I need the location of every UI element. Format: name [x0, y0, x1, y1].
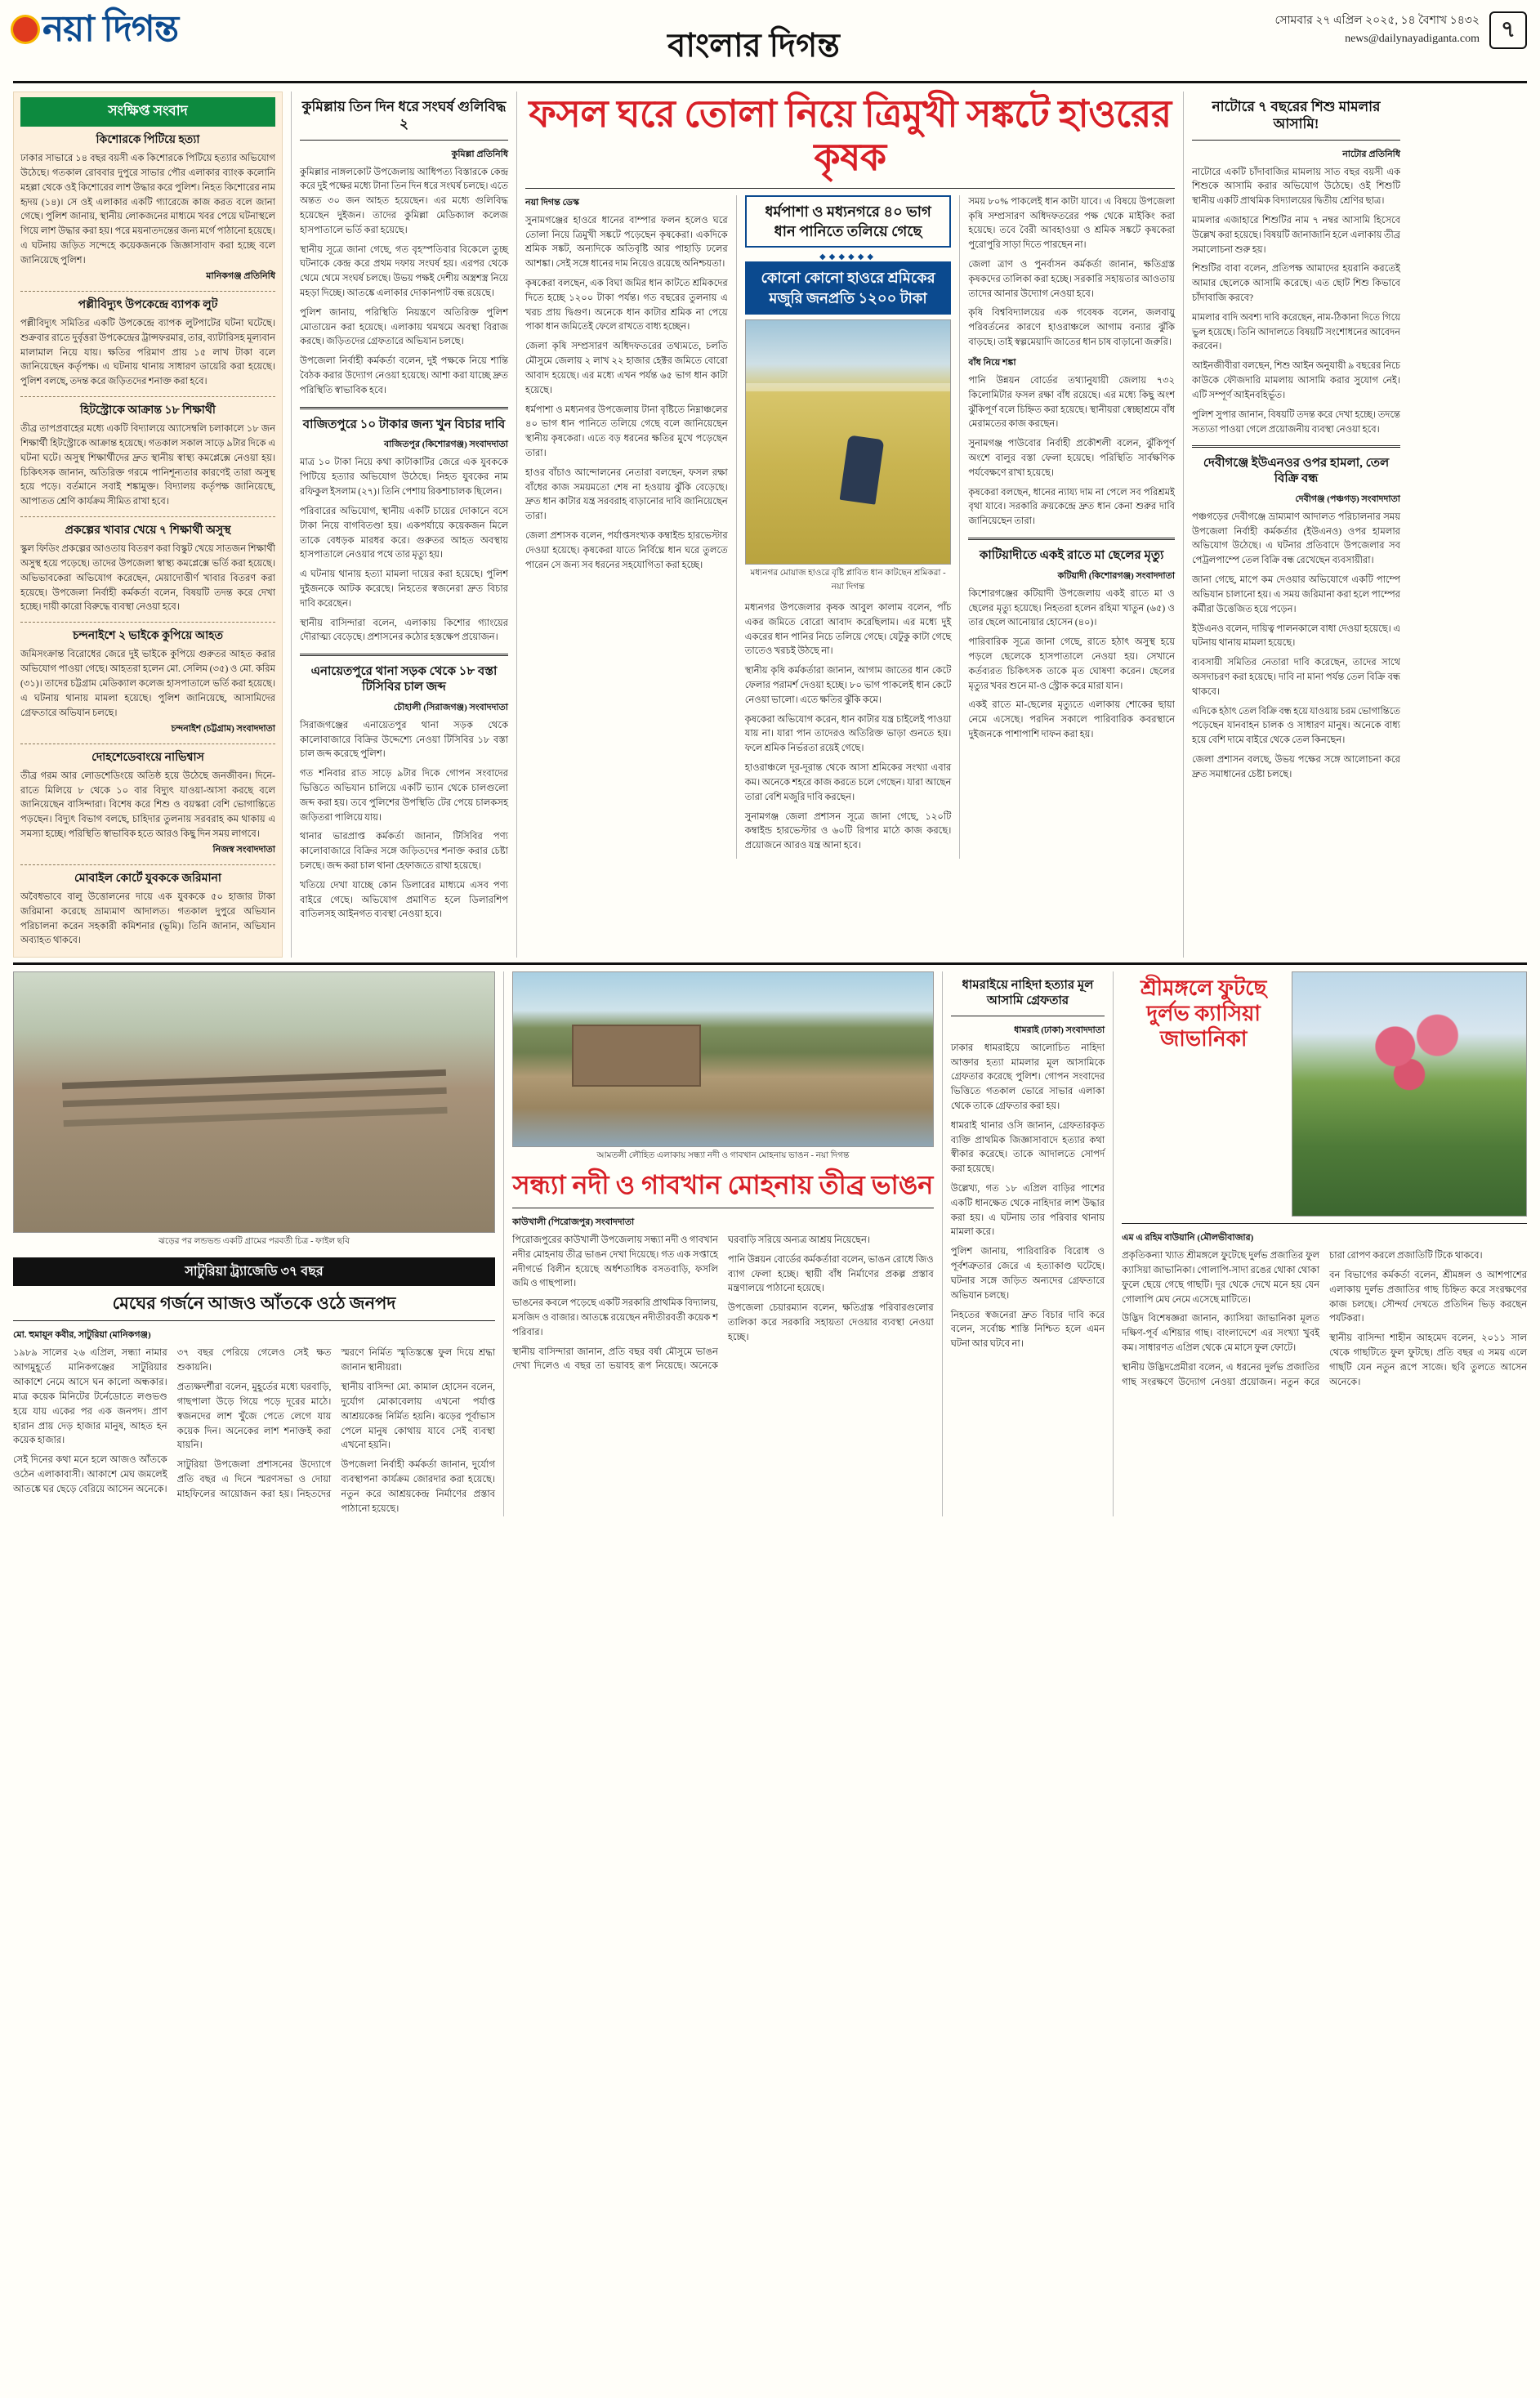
- comilla-headline[interactable]: কুমিল্লায় তিন দিন ধরে সংঘর্ষ গুলিবিদ্ধ ২: [301, 99, 507, 132]
- short-news-headline[interactable]: মোবাইল কোর্টে যুবককে জরিমানা: [74, 872, 221, 885]
- saturia-byline: মো. হুমায়ূন কবীর, সাটুরিয়া (মানিকগঞ্জ): [13, 1330, 151, 1341]
- short-news-headline[interactable]: দোহশেডেবাংয়ে নাভিশ্বাস: [92, 751, 204, 764]
- lead-body-3: সময় ৮০% পাকলেই ধান কাটা যাবে। এ বিষয়ে উপজেলা কৃষি সম্প্রসারণ অধিদফতরের পক্ষ থেকে মাইকিং করা হয়েছে। তবে বৈরী আবহাওয়া ও শ্রমিক সঙ্কটে কৃষকেরা পুরোপুরি সাড়া দিতে পারছেন না। জেলা ত্রাণ ও পুনর্বাসন কর্মকর্তা জানান, ক্ষতিগ্রস্ত কৃষকদের তালিকা করা হচ্ছে। সরকারি সহায়তার আওতায় তাদের আনার উদ্যোগ নেওয়া হবে। কৃষি বিশ্ববিদ্যালয়ের এক গবেষক বলেন, জলবায়ু পরিবর্তনের কারণে হাওরাঞ্চলে আগাম বন্যার ঝুঁকি বাড়ছে। তাই স্বল্পমেয়াদি জাতের ধান চাষ বাড়ানো জরুরি।: [968, 196, 1176, 348]
- debiganj-body: পঞ্চগড়ের দেবীগঞ্জে ভ্রাম্যমাণ আদালত পরিচালনার সময় উপজেলা নির্বাহী কর্মকর্তার (ইউএনও) ওপর হামলার অভিযোগ উঠেছে। এ ঘটনার প্রতিবাদে উপজেলার সব পেট্রলপাম্পে তেল বিক্রি বন্ধ রেখেছেন ব্যবসায়ীরা। জানা গেছে, মাপে কম দেওয়ার অভিযোগে একটি পাম্পে অভিযান চালানো হয়। এ সময় জরিমানা করা হলে পাম্পের কর্মীরা উত্তেজিত হয়ে পড়েন। ইউএনও বলেন, দায়িত্ব পালনকালে বাধা দেওয়া হয়েছে। এ ঘটনায় থানায় মামলা হয়েছে। ব্যবসায়ী সমিতির নেতারা দাবি করেছেন, তাদের সাথে অসদাচরণ করা হয়েছে। দাবি না মানা পর্যন্ত তেল বিক্রি বন্ধ থাকবে। এদিকে হঠাৎ তেল বিক্রি বন্ধ হয়ে যাওয়ায় চরম ভোগান্তিতে পড়েছেন যানবাহন চালক ও সাধারণ মানুষ। অনেকে বাধ্য হয়ে বেশি দামে বাইরে থেকে তেল কিনছেন। জেলা প্রশাসন বলছে, উভয় পক্ষের সঙ্গে আলোচনা করে দ্রুত সমাধানের চেষ্টা চলছে।: [1192, 511, 1400, 779]
- divider: [968, 538, 1175, 540]
- short-news-body: অবৈধভাবে বালু উত্তোলনের দায়ে এক যুবককে ৫০ হাজার টাকা জরিমানা করেছে ভ্রাম্যমাণ আদালত। গতকাল দুপুরে অভিযান পরিচালনা করেন সহকারী কমিশনার (ভূমি)। তিনি জানান, অভিযান অব্যাহত থাকবে।: [20, 891, 275, 946]
- lead-sub-byline: বাঁধ নিয়ে শঙ্কা: [968, 357, 1016, 368]
- saturia-banner: সাটুরিয়া ট্র্যাজেডি ৩৭ বছর: [13, 1257, 495, 1286]
- page-number: ৭: [1489, 11, 1527, 49]
- comilla-byline: কুমিল্লা প্রতিনিধি: [451, 149, 508, 159]
- short-news-headline[interactable]: প্রকল্পের খাবার খেয়ে ৭ শিক্ষার্থী অসুস্থ: [65, 525, 231, 537]
- saturia-body: ১৯৮৯ সালের ২৬ এপ্রিল, সন্ধ্যা নামার আগমুহূর্তে মানিকগঞ্জের সাটুরিয়ার আকাশে নেমে আসে ঘন কালো অন্ধকার। মাত্র কয়েক মিনিটের টর্নেডোতে লণ্ডভণ্ড হয়ে যায় একের পর এক জনপদ। প্রাণ হারান প্রায় দেড় হাজার মানুষ, আহত হন কয়েক হাজার। সেই দিনের কথা মনে হলে আজও আঁতকে ওঠেন এলাকাবাসী। আকাশে মেঘ জমলেই আতঙ্কে ঘর ছেড়ে বেরিয়ে আসেন অনেকে। ৩৭ বছর পেরিয়ে গেলেও সেই ক্ষত শুকায়নি। প্রত্যক্ষদর্শীরা বলেন, মুহূর্তের মধ্যে ঘরবাড়ি, গাছপালা উড়ে গিয়ে পড়ে দূরের মাঠে। স্বজনদের লাশ খুঁজে পেতে লেগে যায় কয়েক দিন। অনেকের লাশ শনাক্তই করা যায়নি। সাটুরিয়া উপজেলা প্রশাসনের উদ্যোগে প্রতি বছর এ দিনে স্মরণসভা ও দোয়া মাহফিলের আয়োজন করা হয়। নিহতদের স্মরণে নির্মিত স্মৃতিস্তম্ভে ফুল দিয়ে শ্রদ্ধা জানান স্থানীয়রা। স্থানীয় বাসিন্দা মো. কামাল হোসেন বলেন, দুর্যোগ মোকাবেলায় এখনো পর্যাপ্ত আশ্রয়কেন্দ্র নির্মিত হয়নি। ঝড়ের পূর্বাভাস পেলে মানুষ কোথায় যাবে সেই ব্যবস্থা এখনো হয়নি। উপজেলা নির্বাহী কর্মকর্তা জানান, দুর্যোগ ব্যবস্থাপনা কার্যক্রম জোরদার করা হয়েছে। নতুন করে আশ্রয়কেন্দ্র নির্মাণের প্রস্তাব পাঠানো হয়েছে।: [13, 1348, 496, 1514]
- lead-photo-caption: মধ্যনগর মোয়াজ হাওরে বৃষ্টি প্লাবিত ধান কাটছেন শ্রমিকরা - নয়া দিগন্ত: [750, 568, 946, 592]
- divider: [20, 516, 275, 517]
- enayetpur-byline: চৌহালী (সিরাজগঞ্জ) সংবাদদাতা: [393, 702, 508, 712]
- lead-body-4: পানি উন্নয়ন বোর্ডের তথ্যানুযায়ী জেলায় ৭৩২ কিলোমিটার ফসল রক্ষা বাঁধ রয়েছে। এর মধ্যে কিছু অংশ ঝুঁকিপূর্ণ বলে চিহ্নিত করা হয়েছে। স্থানীয়রা স্বেচ্ছাশ্রমে বাঁধ মেরামতের কাজ করছেন। সুনামগঞ্জ পাউবোর নির্বাহী প্রকৌশলী বলেন, ঝুঁকিপূর্ণ অংশে বালুর বস্তা ফেলা হয়েছে। পরিস্থিতি সার্বক্ষণিক পর্যবেক্ষণে রাখা হয়েছে। কৃষকেরা বলছেন, ধানের ন্যায্য দাম না পেলে সব পরিশ্রমই বৃথা যাবে। সরকারি ক্রয়কেন্দ্রে দ্রুত ধান কেনা শুরুর দাবি জানিয়েছেন তারা।: [968, 375, 1176, 527]
- short-news-body: জমিসংক্রান্ত বিরোধের জেরে দুই ভাইকে কুপিয়ে গুরুতর আহত করার অভিযোগ পাওয়া গেছে। আহতরা হলেন মো. সেলিম (৩৫) ও মো. করিম (৩১)। তাদের চট্টগ্রাম মেডিক্যাল কলেজ হাসপাতালে ভর্তি করা হয়েছে। এ ঘটনায় থানায় মামলা হয়েছে। পুলিশ জানিয়েছে, আসামিদের গ্রেফতারে অভিযান চলছে।: [20, 650, 275, 718]
- lead-story: [525, 92, 1175, 859]
- dhamrai-headline[interactable]: ধামরাইয়ে নাহিদা হত্যার মূল আসামি গ্রেফতার: [962, 979, 1094, 1007]
- natore-headline[interactable]: নাটোরে ৭ বছরের শিশু মামলার আসামি!: [1212, 99, 1381, 132]
- column-divider: [1113, 971, 1114, 1516]
- short-news-byline: নিজস্ব সংবাদদাতা: [212, 844, 275, 855]
- divider: [1192, 445, 1400, 448]
- natore-byline: নাটোর প্রতিনিধি: [1342, 149, 1400, 159]
- column-divider: [736, 195, 737, 859]
- river-erosion-block: [512, 971, 934, 1374]
- comilla-body: কুমিল্লার নাঙ্গলকোট উপজেলায় আধিপত্য বিস্তারকে কেন্দ্র করে দুই পক্ষের মধ্যে টানা তিন দিন ধরে সংঘর্ষ চলছে। এতে অন্তত ৩০ জন আহত হয়েছেন। এর মধ্যে গুলিবিদ্ধ হয়েছেন দুইজন। তাদের কুমিল্লা মেডিক্যাল কলেজ হাসপাতালে ভর্তি করা হয়েছে। স্থানীয় সূত্রে জানা গেছে, গত বৃহস্পতিবার বিকেলে তুচ্ছ ঘটনাকে কেন্দ্র করে প্রথম দফায় সংঘর্ষ হয়। এরপর থেকে থেমে থেমে সংঘর্ষ চলছে। উভয় পক্ষই দেশীয় অস্ত্রশস্ত্র নিয়ে মহড়া দিচ্ছে। আতঙ্কে এলাকার দোকানপাট বন্ধ রয়েছে। পুলিশ জানায়, পরিস্থিতি নিয়ন্ত্রণে অতিরিক্ত পুলিশ মোতায়েন করা হয়েছে। এলাকায় থমথমে অবস্থা বিরাজ করছে। জড়িতদের গ্রেফতারে অভিযান চলছে। উপজেলা নির্বাহী কর্মকর্তা বলেন, দুই পক্ষকে নিয়ে শান্তি বৈঠক করার উদ্যোগ নেওয়া হয়েছে। আশা করা যাচ্ছে দ্রুত পরিস্থিতি স্বাভাবিক হবে।: [300, 167, 508, 395]
- column-divider: [503, 971, 504, 1516]
- enayetpur-body: সিরাজগঞ্জের এনায়েতপুর থানা সড়ক থেকে কালোবাজারে বিক্রির উদ্দেশ্যে নেওয়া টিসিবির ১৮ বস্তা চাল জব্দ করেছে পুলিশ। গত শনিবার রাত সাড়ে ৯টার দিকে গোপন সংবাদের ভিত্তিতে অভিযান চালিয়ে একটি ভ্যান থেকে চালগুলো জব্দ করা হয়। তবে পুলিশের উপস্থিতি টের পেয়ে চালকসহ জড়িতরা পালিয়ে যায়। থানার ভারপ্রাপ্ত কর্মকর্তা জানান, টিসিবির পণ্য কালোবাজারে বিক্রির সঙ্গে জড়িতদের শনাক্ত করার চেষ্টা চলছে। জব্দ করা চাল থানা হেফাজতে রাখা হয়েছে। খতিয়ে দেখা যাচ্ছে কোন ডিলারের মাধ্যমে এসব পণ্য বাইরে গেছে। অভিযোগ প্রমাণিত হলে ডিলারশিপ বাতিলসহ আইনগত ব্যবস্থা নেওয়া হবে।: [300, 720, 508, 920]
- sun-icon: [13, 17, 38, 42]
- divider: [13, 1320, 495, 1321]
- lead-body: সুনামগঞ্জের হাওরে ধানের বাম্পার ফলন হলেও ঘরে তোলা নিয়ে ত্রিমুখী সঙ্কটে পড়েছেন কৃষকেরা। একদিকে শ্রমিক সঙ্কট, অন্যদিকে অতিবৃষ্টি আর পাহাড়ি ঢলের আশঙ্কা। সেই সঙ্গে ধানের দাম নিয়েও রয়েছে অনিশ্চয়তা। কৃষকেরা বলছেন, এক বিঘা জমির ধান কাটতে শ্রমিকদের দিতে হচ্ছে ১২০০ টাকা পর্যন্ত। গত বছরের তুলনায় এ খরচ প্রায় দ্বিগুণ। অনেকে ধান কাটার শ্রমিক না পেয়ে পাকা ধান জমিতেই ফেলে রাখতে বাধ্য হচ্ছেন। জেলা কৃষি সম্প্রসারণ অধিদফতরের তথ্যমতে, চলতি মৌসুমে জেলায় ২ লাখ ২২ হাজার হেক্টর জমিতে বোরো আবাদ হয়েছে। এর মধ্যে এখন পর্যন্ত ৬৫ ভাগ ধান কাটা হয়েছে। ধর্মপাশা ও মধ্যনগর উপজেলায় টানা বৃষ্টিতে নিম্নাঞ্চলের ৪০ ভাগ ধান পানিতে তলিয়ে গেছে বলে জানিয়েছেন স্থানীয় কৃষকেরা। এতে বড় ধরনের ক্ষতির মুখে পড়েছেন তারা। হাওর বাঁচাও আন্দোলনের নেতারা বলছেন, ফসল রক্ষা বাঁধের কাজ সময়মতো শেষ না হওয়ায় ঝুঁকি বেড়েছে। দ্রুত ধান কাটার যন্ত্র সরবরাহ বাড়ানোর দাবি জানিয়েছেন তারা। জেলা প্রশাসক বলেন, পর্যাপ্তসংখ্যক কম্বাইন্ড হারভেস্টার দেওয়া হয়েছে। কৃষকেরা যাতে নির্বিঘ্নে ধান ঘরে তুলতে পারেন সে জন্য সব ধরনের সহযোগিতা করা হচ্ছে।: [525, 215, 728, 570]
- dhamrai-byline: ধামরাই (ঢাকা) সংবাদদাতা: [1014, 1025, 1105, 1035]
- short-news-body: ঢাকার সাভারে ১৪ বছর বয়সী এক কিশোরকে পিটিয়ে হত্যার অভিযোগ উঠেছে। গতকাল রোববার দুপুরে সাভার পৌর এলাকার ব্যাংক কলোনি মহল্লা থেকে ওই কিশোরের লাশ উদ্ধার করে পুলিশ। নিহত কিশোরের নাম হৃদয় (১৪)। সে ওই এলাকার একটি গ্যারেজে কাজ করত বলে জানা গেছে। পুলিশ জানায়, স্থানীয় লোকজনের মাধ্যমে খবর পেয়ে ঘটনাস্থলে গিয়ে লাশ উদ্ধার করা হয়। পরে ময়নাতদন্তের জন্য মর্গে পাঠানো হয়েছে। এ ঘটনায় জড়িত সন্দেহে কয়েকজনকে জিজ্ঞাসাবাদ করা হচ্ছে বলে জানিয়েছে পুলিশ।: [20, 154, 275, 266]
- masthead-logo[interactable]: [13, 11, 332, 47]
- divider: [300, 407, 508, 409]
- lower-section-divider: [13, 962, 1527, 965]
- enayetpur-headline[interactable]: এনায়েতপুরে থানা সড়ক থেকে ১৮ বস্তা টিসিবির চাল জব্দ: [310, 665, 498, 694]
- saturia-photo: [13, 971, 495, 1233]
- column-divider: [516, 92, 517, 958]
- lead-callout-1: ধর্মপাশা ও মধ্যনগরে ৪০ ভাগ ধান পানিতে তলিয়ে গেছে: [745, 195, 952, 248]
- lead-callout-2: কোনো কোনো হাওরে শ্রমিকের মজুরি জনপ্রতি ১২০০ টাকা: [745, 261, 952, 315]
- short-news-headline[interactable]: হিটস্ট্রোকে আক্রান্ত ১৮ শিক্ষার্থী: [80, 404, 216, 417]
- river-photo: [512, 971, 934, 1147]
- bajitpur-headline[interactable]: বাজিতপুরে ১০ টাকার জন্য খুন বিচার দাবি: [302, 418, 506, 431]
- column-comilla: [300, 92, 508, 927]
- main-grid: [13, 92, 1527, 958]
- bajitpur-byline: বাজিতপুর (কিশোরগঞ্জ) সংবাদদাতা: [383, 440, 508, 450]
- page-title: বাংলার দিগন্ত: [667, 27, 840, 64]
- column-divider: [291, 92, 292, 958]
- lead-headline[interactable]: ফসল ঘরে তোলা নিয়ে ত্রিমুখী সঙ্কটে হাওরের কৃষক: [529, 93, 1172, 178]
- short-news-item: [20, 133, 275, 284]
- srimangal-byline: এম এ রহিম বাউয়ানি (মৌলভীবাজার): [1122, 1233, 1254, 1244]
- divider: [300, 654, 508, 656]
- short-news-item: [20, 751, 275, 858]
- column-short-news: [13, 92, 283, 958]
- lead-byline: নয়া দিগন্ত ডেস্ক: [525, 197, 579, 208]
- divider: [1122, 1223, 1527, 1224]
- lead-photo: [745, 319, 952, 565]
- short-news-headline[interactable]: পল্লীবিদ্যুৎ উপকেন্দ্রে ব্যাপক লুট: [78, 298, 218, 311]
- short-news-byline: চন্দনাইশ (চট্টগ্রাম) সংবাদদাতা: [171, 723, 275, 734]
- short-news-headline[interactable]: চন্দনাইশে ২ ভাইকে কুপিয়ে আহত: [72, 630, 224, 643]
- river-body: পিরোজপুরের কাউখালী উপজেলায় সন্ধ্যা নদী ও গাবখান নদীর মোহনায় তীব্র ভাঙন দেখা দিয়েছে। গত এক সপ্তাহে নদীগর্ভে বিলীন হয়েছে অর্ধশতাধিক বসতবাড়ি, ফসলি জমি ও গাছপালা। ভাঙনের কবলে পড়েছে একটি সরকারি প্রাথমিক বিদ্যালয়, মসজিদ ও বাজার। আতঙ্কে রয়েছেন নদীতীরবর্তী কয়েক শ পরিবার। স্থানীয় বাসিন্দারা জানান, প্রতি বছর বর্ষা মৌসুমে ভাঙন দেখা দিলেও এ বছর তা ভয়াবহ রূপ নিয়েছে। অনেকে ঘরবাড়ি সরিয়ে অন্যত্র আশ্রয় নিয়েছেন। পানি উন্নয়ন বোর্ডের কর্মকর্তারা বলেন, ভাঙন রোধে জিও ব্যাগ ফেলা হচ্ছে। স্থায়ী বাঁধ নির্মাণের প্রকল্প প্রস্তাব মন্ত্রণালয়ে পাঠানো হয়েছে। উপজেলা চেয়ারম্যান বলেন, ক্ষতিগ্রস্ত পরিবারগুলোর তালিকা করে সরকারি সহায়তা দেওয়ার ব্যবস্থা নেওয়া হচ্ছে।: [512, 1235, 934, 1372]
- short-news-body: পল্লীবিদ্যুৎ সমিতির একটি উপকেন্দ্রে ব্যাপক লুটপাটের ঘটনা ঘটেছে। শুক্রবার রাতে দুর্বৃত্তরা উপকেন্দ্রের ট্রান্সফরমার, তার, ব্যাটারিসহ মূল্যবান মালামাল নিয়ে যায়। ক্ষতির পরিমাণ প্রায় ১৫ লাখ টাকা বলে জানিয়েছেন কর্তৃপক্ষ। এ ঘটনায় থানায় সাধারণ ডায়েরি করা হয়েছে। পুলিশ বলছে, তদন্ত করে জড়িতদের শনাক্ত করা হবে।: [20, 318, 275, 387]
- srimangal-body: প্রকৃতিকন্যা খ্যাত শ্রীমঙ্গলে ফুটেছে দুর্লভ প্রজাতির ফুল ক্যাসিয়া জাভানিকা। গোলাপি-সাদা রঙের থোকা থোকা ফুলে ছেয়ে গেছে গাছটি। দূর থেকে দেখে মনে হয় যেন গোলাপি মেঘ নেমে এসেছে মাটিতে। উদ্ভিদ বিশেষজ্ঞরা জানান, ক্যাসিয়া জাভানিকা মূলত দক্ষিণ-পূর্ব এশিয়ার গাছ। বাংলাদেশে এর সংখ্যা খুবই কম। সাধারণত এপ্রিল থেকে মে মাসে ফুল ফোটে। স্থানীয় উদ্ভিদপ্রেমীরা বলেন, এ ধরনের দুর্লভ প্রজাতির গাছ সংরক্ষণে উদ্যোগ নেওয়া প্রয়োজন। নতুন করে চারা রোপণ করলে প্রজাতিটি টিকে থাকবে। বন বিভাগের কর্মকর্তা বলেন, শ্রীমঙ্গল ও আশপাশের এলাকায় দুর্লভ প্রজাতির গাছ চিহ্নিত করে সংরক্ষণের কাজ চলছে। সৌন্দর্য দেখতে প্রতিদিন ভিড় করছেন পর্যটকরা। স্থানীয় বাসিন্দা শাহীন আহমেদ বলেন, ২০১১ সাল থেকে গাছটিতে ফুল ফুটছে। প্রতি বছর এ সময় এলে গাছটি যেন নতুন রূপে সাজে। ছবি তুলতে আসেন অনেকে।: [1122, 1251, 1527, 1387]
- short-news-body: তীব্র তাপপ্রবাহের মধ্যে একটি বিদ্যালয়ে অ্যাসেম্বলি চলাকালে ১৮ জন শিক্ষার্থী হিটস্ট্রোকে আক্রান্ত হয়েছে। গতকাল সকাল সাড়ে ৯টার দিকে এ ঘটনা ঘটে। অসুস্থ শিক্ষার্থীদের দ্রুত স্থানীয় স্বাস্থ্য কমপ্লেক্সে নেওয়া হয়। চিকিৎসক জানান, অতিরিক্ত গরমে পানিশূন্যতার কারণেই তারা অসুস্থ হয়ে পড়ে। বর্তমানে সবাই শঙ্কামুক্ত। বিদ্যালয় কর্তৃপক্ষ জানিয়েছে, আপাতত শ্রেণি কার্যক্রম সীমিত রাখা হবে।: [20, 424, 275, 507]
- divider: [20, 291, 275, 292]
- katiadi-byline: কটিয়াদী (কিশোরগঞ্জ) সংবাদদাতা: [1057, 570, 1176, 581]
- katiadi-headline[interactable]: কাটিয়াদীতে একই রাতে মা ছেলের মৃত্যু: [979, 549, 1164, 563]
- bajitpur-body: মাত্র ১০ টাকা নিয়ে কথা কাটাকাটির জেরে এক যুবককে পিটিয়ে হত্যার অভিযোগ উঠেছে। নিহত যুবকের নাম রফিকুল ইসলাম (২৭)। তিনি পেশায় রিকশাচালক ছিলেন। পরিবারের অভিযোগ, স্থানীয় একটি চায়ের দোকানে বসে টাকা নিয়ে বাগবিতণ্ডা হয়। একপর্যায়ে কয়েকজন মিলে তাকে বেধড়ক মারধর করে। গুরুতর আহত অবস্থায় হাসপাতালে নেওয়ার পথে তার মৃত্যু হয়। এ ঘটনায় থানায় হত্যা মামলা দায়ের করা হয়েছে। পুলিশ দুইজনকে আটক করেছে। নিহতের স্বজনেরা দ্রুত বিচার দাবি করেছেন। স্থানীয় বাসিন্দারা বলেন, এলাকায় কিশোর গ্যাংয়ের দৌরাত্ম্য বেড়েছে। প্রশাসনের কঠোর হস্তক্ষেপ প্রয়োজন।: [300, 458, 508, 643]
- column-divider: [942, 971, 943, 1516]
- divider: [20, 396, 275, 397]
- column-divider: [959, 195, 960, 859]
- column-divider: [1183, 92, 1184, 958]
- divider: [300, 140, 508, 141]
- short-news-item: [20, 298, 275, 390]
- masthead: [13, 11, 1527, 83]
- masthead-date-block: [1176, 11, 1527, 49]
- river-byline: কাউখালী (পিরোজপুর) সংবাদদাতা: [512, 1217, 635, 1227]
- lead-body-2: মধ্যনগর উপজেলার কৃষক আবুল কালাম বলেন, পাঁচ একর জমিতে বোরো আবাদ করেছিলাম। এর মধ্যে দুই একরের ধান পানির নিচে তলিয়ে গেছে। যেটুকু কাটা গেছে তাতেও খরচই উঠছে না। স্থানীয় কৃষি কর্মকর্তারা জানান, আগাম জাতের ধান কেটে ফেলার পরামর্শ দেওয়া হচ্ছে। ৮০ ভাগ পাকলেই ধান কেটে নেওয়া ভালো। এতে ক্ষতির ঝুঁকি কমে। কৃষকেরা অভিযোগ করেন, ধান কাটার যন্ত্র চাইলেই পাওয়া যায় না। যারা পান তাদেরও অতিরিক্ত ভাড়া গুনতে হয়। ফলে শ্রমিক নির্ভরতা রয়েই গেছে। হাওরাঞ্চলে দূর-দূরান্ত থেকে আসা শ্রমিকের সংখ্যা এবার কম। অনেকে শহরে কাজ করতে চলে গেছেন। যারা আছেন তারা বেশি মজুরি দাবি করছেন। সুনামগঞ্জ জেলা প্রশাসন সূত্রে জানা গেছে, ১২০টি কম্বাইন্ড হারভেস্টার ও ৬০টি রিপার মাঠে কাজ করছে। প্রয়োজনে আরও যন্ত্র আনা হবে।: [744, 602, 952, 851]
- short-news-item: [20, 629, 275, 736]
- short-news-item: [20, 524, 275, 615]
- issue-date: সোমবার ২৭ এপ্রিল ২০২৫, ১৪ বৈশাখ ১৪৩২: [1274, 14, 1480, 27]
- divider: [525, 188, 1175, 189]
- diamond-divider-icon: ◆◆◆◆◆◆: [819, 252, 877, 262]
- dhamrai-body: ঢাকার ধামরাইয়ে আলোচিত নাহিদা আক্তার হত্যা মামলার মূল আসামিকে গ্রেফতার করেছে পুলিশ। গোপন সংবাদের ভিত্তিতে গতকাল ভোরে সাভার এলাকা থেকে তাকে গ্রেফতার করা হয়। ধামরাই থানার ওসি জানান, গ্রেফতারকৃত ব্যক্তি প্রাথমিক জিজ্ঞাসাবাদে হত্যার কথা স্বীকার করেছে। তাকে আদালতে সোপর্দ করা হয়েছে। উল্লেখ্য, গত ১৮ এপ্রিল বাড়ির পাশের একটি ধানক্ষেত থেকে নাহিদার লাশ উদ্ধার করা হয়। এ ঘটনায় তার পরিবার থানায় মামলা করে। পুলিশ জানায়, পারিবারিক বিরোধ ও পূর্বশত্রুতার জেরে এ হত্যাকাণ্ড ঘটেছে। ঘটনার সঙ্গে জড়িত অন্যদের গ্রেফতারে অভিযান চলছে। নিহতের স্বজনেরা দ্রুত বিচার দাবি করে বলেন, সর্বোচ্চ শাস্তি নিশ্চিত হলে এমন ঘটনা আর ঘটবে না।: [950, 1043, 1105, 1350]
- divider: [20, 864, 275, 865]
- saturia-photo-caption: ঝড়ের পর লন্ডভন্ড একটি গ্রামের পরবর্তী চিত্র - ফাইল ছবি: [158, 1237, 350, 1247]
- short-news-byline: মানিকগঞ্জ প্রতিনিধি: [206, 270, 275, 281]
- divider: [1192, 140, 1400, 141]
- natore-body: নাটোরে একটি চাঁদাবাজির মামলায় সাত বছর বয়সী এক শিশুকে আসামি করার অভিযোগ উঠেছে। ওই শিশুটি স্থানীয় একটি প্রাথমিক বিদ্যালয়ের দ্বিতীয় শ্রেণির ছাত্র। মামলার এজাহারে শিশুটির নাম ৭ নম্বর আসামি হিসেবে উল্লেখ করা হয়েছে। বিষয়টি জানাজানি হলে এলাকায় তীব্র সমালোচনা শুরু হয়। শিশুটির বাবা বলেন, প্রতিপক্ষ আমাদের হয়রানি করতেই আমার ছেলেকে আসামি করেছে। এত ছোট শিশু কিভাবে চাঁদাবাজি করবে? মামলার বাদি অবশ্য দাবি করেছেন, নাম-ঠিকানা দিতে গিয়ে ভুল হয়েছে। তিনি আদালতে বিষয়টি সংশোধনের আবেদন করবেন। আইনজীবীরা বলছেন, শিশু আইন অনুযায়ী ৯ বছরের নিচে কাউকে ফৌজদারি মামলায় আসামি করার সুযোগ নেই। এটি সম্পূর্ণ আইনবহির্ভূত। পুলিশ সুপার জানান, বিষয়টি তদন্ত করে দেখা হচ্ছে। তদন্তে সত্যতা পাওয়া গেলে প্রয়োজনীয় ব্যবস্থা নেওয়া হবে।: [1192, 167, 1400, 435]
- srimangal-block: [1122, 971, 1527, 1392]
- short-news-body: তীব্র গরম আর লোডশেডিংয়ে অতিষ্ঠ হয়ে উঠেছে জনজীবন। দিনে-রাতে মিলিয়ে ৮ থেকে ১০ বার বিদ্যুৎ যাওয়া-আসা করছে বলে জানিয়েছেন বাসিন্দারা। বিশেষ করে শিশু ও বয়স্করা বেশি ভোগান্তিতে পড়ছেন। বিদ্যুৎ বিভাগ বলছে, চাহিদার তুলনায় সরবরাহ কম থাকায় এ সমস্যা হচ্ছে। পরিস্থিতি স্বাভাবিক হতে আরও কিছু দিন সময় লাগবে।: [20, 770, 275, 839]
- saturia-headline[interactable]: মেঘের গর্জনে আজও আঁতকে ওঠে জনপদ: [112, 1293, 396, 1314]
- saturia-block: [13, 971, 495, 1516]
- section-banner-short-news: সংক্ষিপ্ত সংবাদ: [20, 97, 275, 127]
- logo-text: নয়া দিগন্ত: [42, 9, 179, 49]
- dhamrai-block: [951, 971, 1105, 1357]
- srimangal-headline[interactable]: শ্রীমঙ্গলে ফুটছে দুর্লভ ক্যাসিয়া জাভানিকা: [1140, 976, 1267, 1051]
- debiganj-headline[interactable]: দেবীগঞ্জে ইউএনওর ওপর হামলা, তেল বিক্রি বন্ধ: [1203, 457, 1390, 486]
- katiadi-body: কিশোরগঞ্জের কটিয়াদী উপজেলায় একই রাতে মা ও ছেলের মৃত্যু হয়েছে। নিহতরা হলেন রহিমা খাতুন (৬৫) ও তার ছেলে আনোয়ার হোসেন (৪০)। পারিবারিক সূত্রে জানা গেছে, রাতে হঠাৎ অসুস্থ হয়ে পড়লে ছেলেকে হাসপাতালে নেওয়া হয়। সেখানে কর্তব্যরত চিকিৎসক তাকে মৃত ঘোষণা করেন। ছেলের মৃত্যুর খবর শুনে মা-ও স্ট্রোক করে মারা যান। একই রাতে মা-ছেলের মৃত্যুতে এলাকায় শোকের ছায়া নেমে এসেছে। পরদিন সকালে পারিবারিক কবরস্থানে দুইজনকে পাশাপাশি দাফন করা হয়।: [968, 588, 1176, 740]
- contact-email[interactable]: news@dailynayadiganta.com: [1345, 33, 1480, 45]
- river-headline[interactable]: সন্ধ্যা নদী ও গাবখান মোহনায় তীব্র ভাঙন: [512, 1170, 934, 1200]
- short-news-headline[interactable]: কিশোরকে পিটিয়ে হত্যা: [96, 134, 200, 146]
- debiganj-byline: দেবীগঞ্জ (পঞ্চগড়) সংবাদদাতা: [1295, 493, 1400, 504]
- short-news-item: [20, 872, 275, 949]
- column-natore: [1192, 92, 1400, 788]
- short-news-body: স্কুল ফিডিং প্রকল্পের আওতায় বিতরণ করা বিস্কুট খেয়ে সাতজন শিক্ষার্থী অসুস্থ হয়ে পড়েছে। তাদের উপজেলা স্বাস্থ্য কমপ্লেক্সে ভর্তি করা হয়েছে। অভিভাবকেরা অভিযোগ করেছেন, মেয়াদোত্তীর্ণ খাবার বিতরণ করা হয়েছে। উপজেলা নির্বাহী কর্মকর্তা বলেন, বিষয়টি তদন্ত করে দেখা হচ্ছে। দায়ী কারো বিরুদ্ধে ব্যবস্থা নেওয়া হবে।: [20, 544, 275, 613]
- lower-grid: [13, 971, 1527, 1516]
- divider: [20, 622, 275, 623]
- short-news-item: [20, 404, 275, 510]
- river-photo-caption: আমতলী লৌহিত এলাকায় সন্ধ্যা নদী ও গাবখান মোহনায় ভাঙন - নয়া দিগন্ত: [596, 1151, 850, 1161]
- srimangal-photo: [1292, 971, 1527, 1217]
